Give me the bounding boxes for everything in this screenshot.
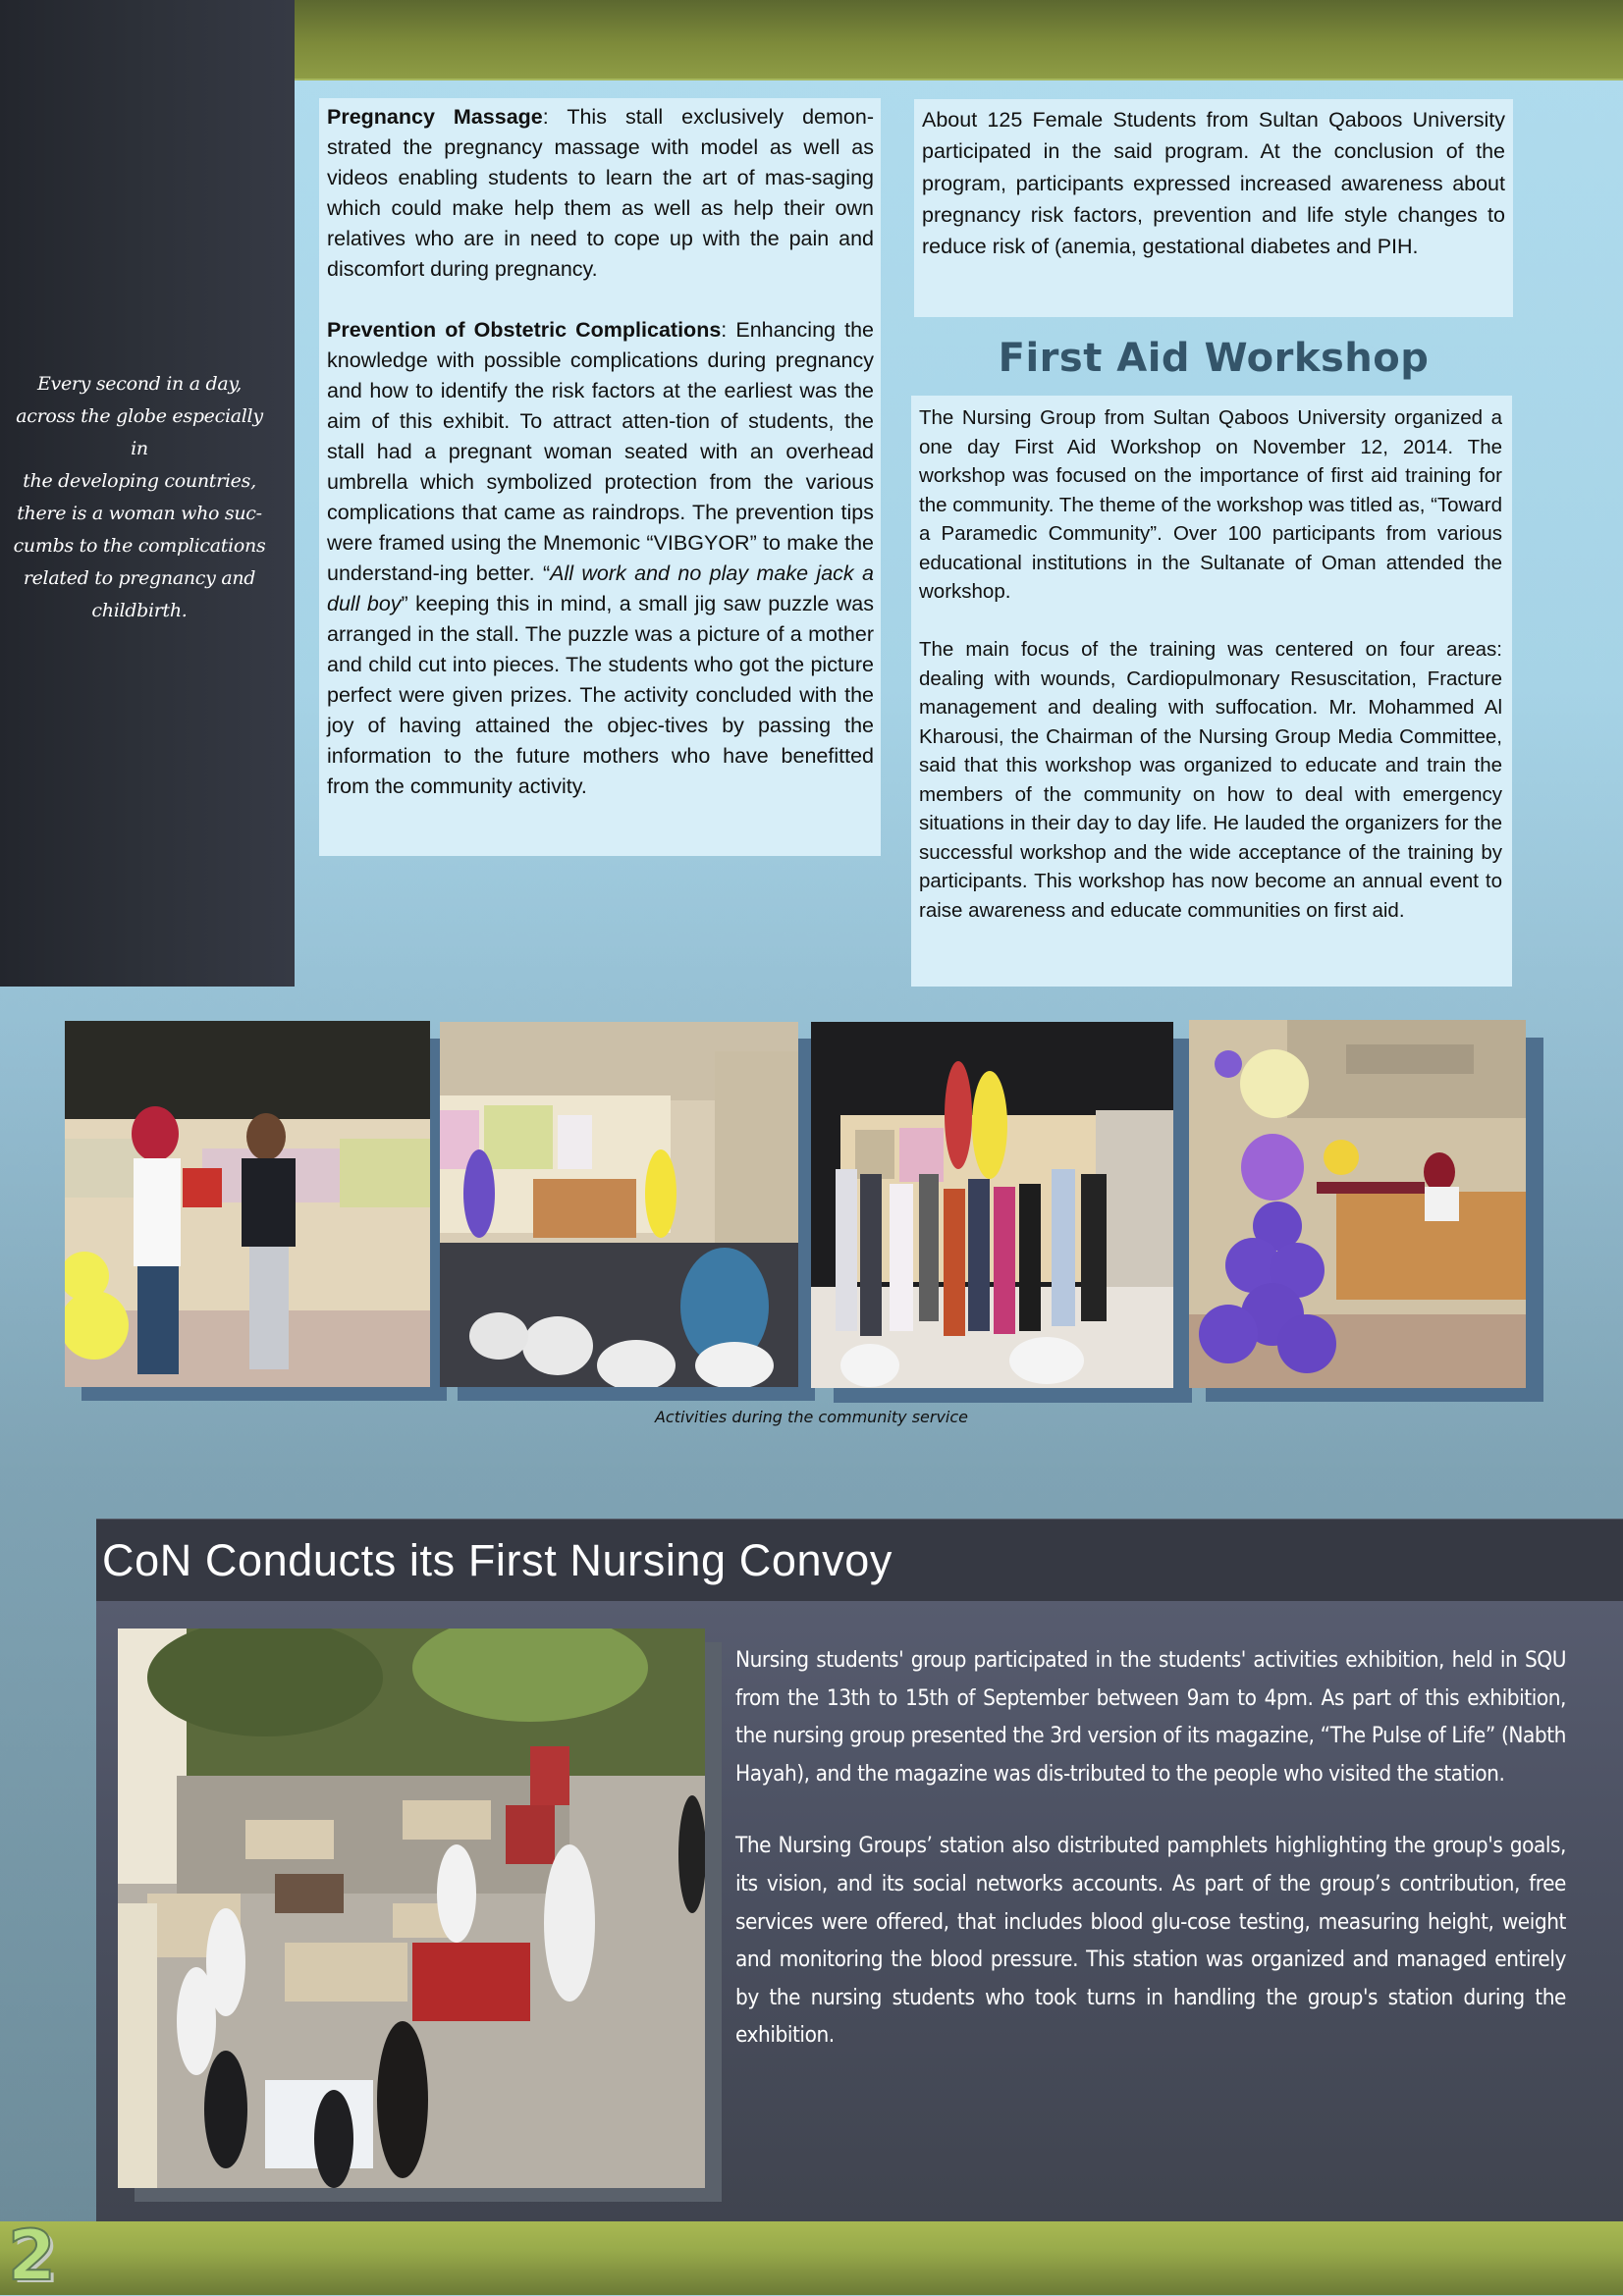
- bottom-footer-bar: [0, 2221, 1623, 2295]
- pregnancy-massage-paragraph: [327, 102, 874, 285]
- quote-line: related to pregnancy and: [23, 567, 256, 589]
- pregnancy-massage-heading: Pregnancy Massage: [327, 105, 543, 129]
- photo-award-presentation: [65, 1021, 430, 1387]
- prevention-text: : Enhancing the knowledge with possible complications during pregnancy and how to identify the risk factors at the earliest was the aim of this exhibit. To attract atten-tion of students, the stall had a pregnant woman seated with an overhead umbrella which symbolized protection from the various complications that came as raindrops. The prevention tips were framed using the Mnemonic “VIBGYOR” to make the understand-ing better. “: [327, 318, 874, 585]
- about-participants-panel: [914, 99, 1513, 317]
- prevention-quote: All work and no play make jack a dull boy: [327, 561, 874, 615]
- photo-group-picture: [811, 1022, 1173, 1388]
- top-header-bar: [295, 0, 1623, 80]
- first-aid-paragraph: The main focus of the training was centered on four areas: dealing with wounds, Cardiopulmonary Resuscitation, Fracture management and dealing with suffocation. Mr. Mohammed Al Kharousi, the Chairman of the Nursing Group Media Committee, said that this workshop was organized to educate and train the members of the community on how to deal with emergency situations in their day to day life. He lauded the organizers for the successful workshop and the wide acceptance of the training by participants. This workshop has now become an annual event to raise awareness and educate communities on first aid.: [919, 638, 1502, 922]
- quote-line: cumbs to the complications: [13, 535, 266, 557]
- left-article-panel: [319, 98, 881, 856]
- prevention-heading: Prevention of Obstetric Complications: [327, 318, 722, 342]
- convoy-paragraph: The Nursing Groups’ station also distributed pamphlets highlighting the group's goals, its vision, and its social networks accounts. As part of the group’s contribution, free services were offered, that includes blood glu-cose testing, measuring height, weight and monitoring the blood pressure. This station was organized and managed entirely by the nursing students who took turns in handling the group's station during the exhibition.: [735, 1833, 1566, 2049]
- prevention-text-end: ” keeping this in mind, a small jig saw puzzle was arranged in the stall. The puzzle was a picture of a mother and child cut into pieces. The students who got the picture perfect were given prizes. The activity concluded with the joy of having attained the objec-tives by passing the information to the future mothers who have benefitted from the community activity.: [327, 592, 874, 798]
- pull-quote: [8, 368, 271, 627]
- convoy-title: CoN Conducts its First Nursing Convoy: [102, 1535, 893, 1585]
- prevention-paragraph: [327, 315, 874, 802]
- quote-line: there is a woman who suc-: [17, 503, 262, 524]
- pregnancy-massage-text: : This stall exclusively demon-strated the pregnancy massage with model as well as videos enabling students to learn the art of mas-saging which could make help them as well as help their own relatives who are in need to cope up with the pain and discomfort during pregnancy.: [327, 105, 874, 281]
- photo-balloon-mother: [1189, 1020, 1526, 1388]
- first-aid-paragraph: The Nursing Group from Sultan Qaboos University organized a one day First Aid Workshop on November 12, 2014. The workshop was focused on the importance of first aid training for the community. The theme of the workshop was titled as, “Toward a Paramedic Community”. Over 100 participants from various educational institutions in the Sultanate of Oman attended the workshop.: [919, 406, 1503, 603]
- convoy-paragraph: Nursing students' group participated in the students' activities exhibition, held in SQU from the 13th to 15th of September between 9am to 4pm. As part of this exhibition, the nursing group presented the 3rd version of its magazine, “The Pulse of Life” (Nabth Hayah), and the magazine was dis-tributed to the people who visited the station.: [735, 1647, 1566, 1787]
- first-aid-panel: [911, 396, 1512, 987]
- quote-line: the developing countries,: [23, 470, 256, 492]
- convoy-article-text: [735, 1641, 1566, 2055]
- photo-nursing-convoy-courtyard: [118, 1629, 705, 2188]
- page-number: 2: [8, 2216, 54, 2296]
- gallery-caption: Activities during the community service: [654, 1408, 969, 1426]
- quote-line: childbirth.: [91, 600, 188, 621]
- quote-line: across the globe especially in: [16, 405, 263, 459]
- first-aid-title: First Aid Workshop: [998, 336, 1430, 381]
- convoy-header: [96, 1519, 1623, 1602]
- about-participants-text: About 125 Female Students from Sultan Qaboos University participated in the said program. At the conclusion of the program, participants expressed increased awareness about pregnancy risk factors, prevention and life style changes to reduce risk of (anemia, gestational diabetes and PIH.: [922, 108, 1505, 259]
- photo-audience-session: [440, 1022, 798, 1387]
- sidebar-quote-panel: [0, 0, 295, 987]
- quote-line: Every second in a day,: [36, 373, 243, 395]
